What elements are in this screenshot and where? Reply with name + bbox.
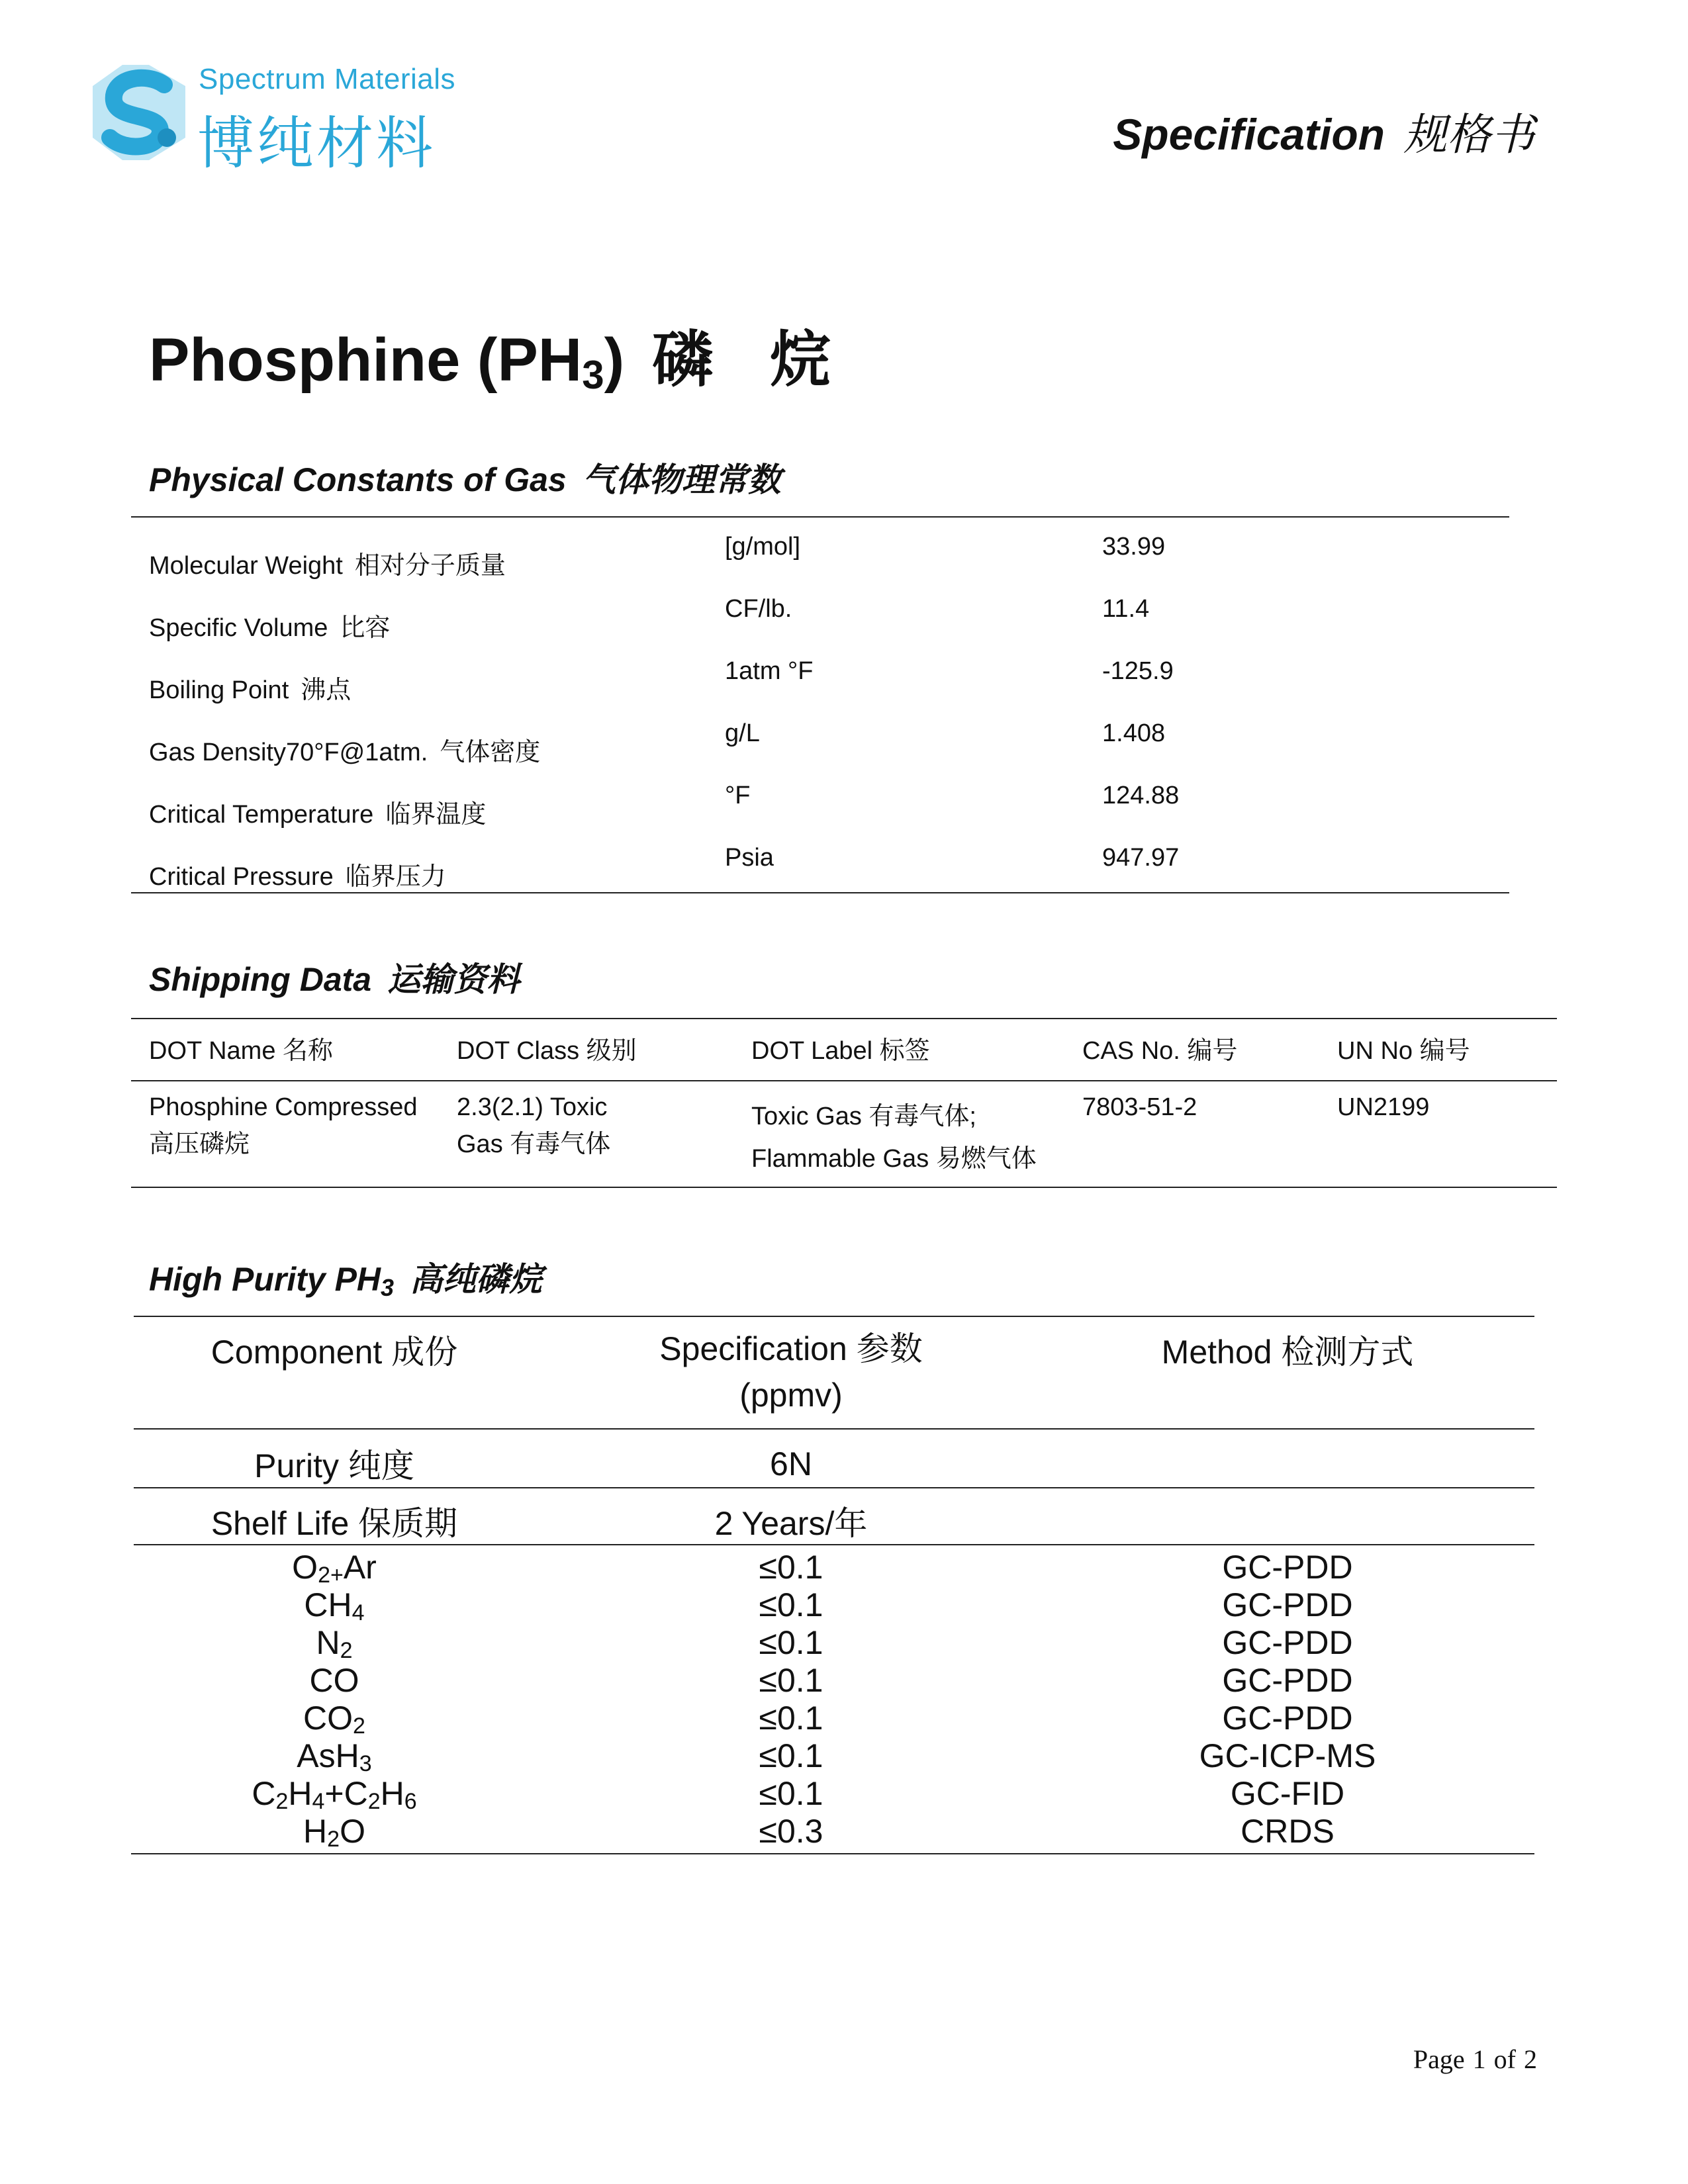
impurity-method: GC-PDD [1222, 1549, 1353, 1586]
physical-value: -125.9 [1102, 657, 1174, 685]
impurity-spec: ≤0.3 [759, 1813, 823, 1850]
physical-name: Boiling Point [149, 676, 289, 704]
physical-name-cn: 比容 [340, 614, 391, 642]
shelf-life-label: Shelf Life 保质期 [211, 1505, 458, 1542]
dot-class-line-1: 2.3(2.1) Toxic [457, 1093, 608, 1121]
purity-label: Purity 纯度 [254, 1447, 414, 1484]
impurity-component: AsH$_3$ [297, 1737, 372, 1776]
logo-chinese-name: 博纯材料 [197, 112, 436, 175]
impurity-method: GC-PDD [1222, 1586, 1353, 1623]
impurity-component: $CO_2$ [303, 1700, 365, 1739]
impurity-method: CRDS [1241, 1813, 1335, 1850]
shipping-data-heading [149, 953, 520, 1001]
page-total: 2 [1524, 2044, 1537, 2074]
of-word: of [1493, 2044, 1516, 2074]
impurity-component: $CH_4$ [304, 1586, 365, 1625]
company-logo [86, 56, 456, 175]
physical-value: 124.88 [1102, 782, 1180, 809]
physical-table-top-rule [131, 516, 1509, 518]
shipping-header-cas: CAS No. 编号 [1082, 1037, 1238, 1065]
shipping-heading-en: Shipping Data [149, 961, 372, 998]
physical-value: 947.97 [1102, 844, 1180, 872]
impurity-method: GC-PDD [1222, 1624, 1353, 1661]
physical-unit: g/L [725, 719, 760, 747]
shipping-dot-class [457, 1089, 610, 1163]
purity-col-spec-line-2: (ppmv) [739, 1377, 843, 1414]
physical-unit: Psia [725, 844, 774, 872]
physical-heading-en: Physical Constants of Gas [149, 461, 567, 498]
impurity-method: GC-FID [1230, 1775, 1345, 1812]
page-title [149, 311, 851, 398]
physical-row [149, 719, 1506, 782]
spec-title-en: Specification [1113, 110, 1385, 159]
physical-name: Molecular Weight [149, 552, 343, 580]
spec-title-cn: 规格书 [1403, 110, 1534, 159]
purity-col-method: Method 检测方式 [1161, 1334, 1414, 1371]
title-suffix: ) [604, 326, 625, 394]
purity-table-top-rule [134, 1316, 1534, 1317]
purity-col-spec-line-1: Specification 参数 [659, 1330, 923, 1367]
shipping-header-rule [131, 1080, 1557, 1081]
shipping-cas-number: 7803-51-2 [1082, 1093, 1197, 1121]
spectrum-logo-icon [86, 60, 192, 165]
purity-col-component: Component 成份 [211, 1334, 458, 1371]
physical-heading-cn: 气体物理常数 [582, 461, 781, 498]
impurity-component: $C_2H_4+C_2H_6$ [252, 1775, 417, 1814]
shipping-dot-name [149, 1089, 418, 1163]
dot-class-line-2: Gas 有毒气体 [457, 1130, 611, 1158]
physical-name-cn: 临界温度 [385, 801, 487, 829]
physical-name-cn: 相对分子质量 [354, 552, 506, 580]
purity-heading-sub: 3 [381, 1274, 395, 1301]
purity-table-bottom-rule [131, 1853, 1534, 1854]
impurity-component: $O_{2+}Ar$ [292, 1549, 377, 1588]
dot-name-line-2: 高压磷烷 [149, 1130, 250, 1158]
impurity-spec: ≤0.1 [759, 1586, 823, 1623]
page-word: Page [1413, 2044, 1465, 2074]
physical-unit: 1atm °F [725, 657, 814, 685]
impurity-spec: ≤0.1 [759, 1775, 823, 1812]
document-type-title [1113, 99, 1534, 162]
physical-value: 11.4 [1102, 595, 1150, 623]
physical-unit: °F [725, 782, 751, 809]
shipping-un-number: UN2199 [1337, 1093, 1430, 1121]
purity-heading-en: High Purity PH [149, 1261, 381, 1298]
purity-col-spec [659, 1326, 922, 1418]
impurity-spec: ≤0.1 [759, 1549, 823, 1586]
physical-name: Gas Density70°F@1atm. [149, 739, 428, 766]
physical-row [149, 657, 1506, 719]
purity-row-rule [134, 1487, 1534, 1488]
impurity-component: CO [309, 1662, 359, 1699]
page-current: 1 [1472, 2044, 1486, 2074]
physical-value: 1.408 [1102, 719, 1166, 747]
high-purity-heading [149, 1253, 542, 1302]
impurity-spec: ≤0.1 [759, 1624, 823, 1661]
physical-name-cn: 临界压力 [345, 863, 446, 891]
dot-label-line-2: Flammable Gas 易燃气体 [751, 1145, 1037, 1173]
logo-english-name: Spectrum Materials [199, 63, 456, 95]
title-prefix: Phosphine (PH [149, 326, 583, 394]
page-number [1409, 2044, 1541, 2075]
purity-header-rule [134, 1428, 1534, 1430]
impurity-method: GC-PDD [1222, 1700, 1353, 1737]
shipping-header-un: UN No 编号 [1337, 1037, 1470, 1065]
shipping-table-bottom-rule [131, 1187, 1557, 1188]
impurity-component: $H_2O$ [303, 1813, 365, 1852]
physical-row [149, 533, 1506, 595]
title-subscript: 3 [582, 353, 604, 397]
physical-table-bottom-rule [131, 892, 1509, 893]
impurity-spec: ≤0.1 [759, 1662, 823, 1699]
physical-value: 33.99 [1102, 533, 1166, 561]
physical-name: Critical Temperature [149, 801, 374, 829]
dot-name-line-1: Phosphine Compressed [149, 1093, 418, 1121]
impurity-spec: ≤0.1 [759, 1700, 823, 1737]
impurity-method: GC-PDD [1222, 1662, 1353, 1699]
physical-constants-heading [149, 453, 781, 501]
impurity-method: GC-ICP-MS [1199, 1737, 1376, 1774]
dot-label-line-1: Toxic Gas 有毒气体; [751, 1103, 976, 1130]
physical-unit: [g/mol] [725, 533, 801, 561]
impurity-spec: ≤0.1 [759, 1737, 823, 1774]
physical-name-cn: 气体密度 [440, 739, 541, 766]
physical-unit: CF/lb. [725, 595, 792, 623]
physical-name: Specific Volume [149, 614, 328, 642]
shipping-header-dot-name: DOT Name 名称 [149, 1037, 334, 1065]
physical-row [149, 595, 1506, 657]
purity-value: 6N [770, 1445, 812, 1482]
impurity-component: $N_2$ [316, 1624, 353, 1663]
shelf-life-row-rule [134, 1544, 1534, 1545]
shelf-life-value: 2 Years/年 [714, 1505, 868, 1542]
physical-row [149, 782, 1506, 844]
shipping-dot-label [751, 1095, 1037, 1180]
purity-heading-cn: 高纯磷烷 [410, 1261, 543, 1298]
shipping-table-top-rule [131, 1018, 1557, 1019]
shipping-heading-cn: 运输资料 [387, 961, 520, 998]
shipping-header-dot-class: DOT Class 级别 [457, 1037, 637, 1065]
physical-name-cn: 沸点 [301, 676, 352, 704]
title-cn: 磷 烷 [652, 326, 851, 394]
physical-row [149, 844, 1506, 906]
shipping-header-dot-label: DOT Label 标签 [751, 1037, 930, 1065]
physical-name: Critical Pressure [149, 863, 334, 891]
